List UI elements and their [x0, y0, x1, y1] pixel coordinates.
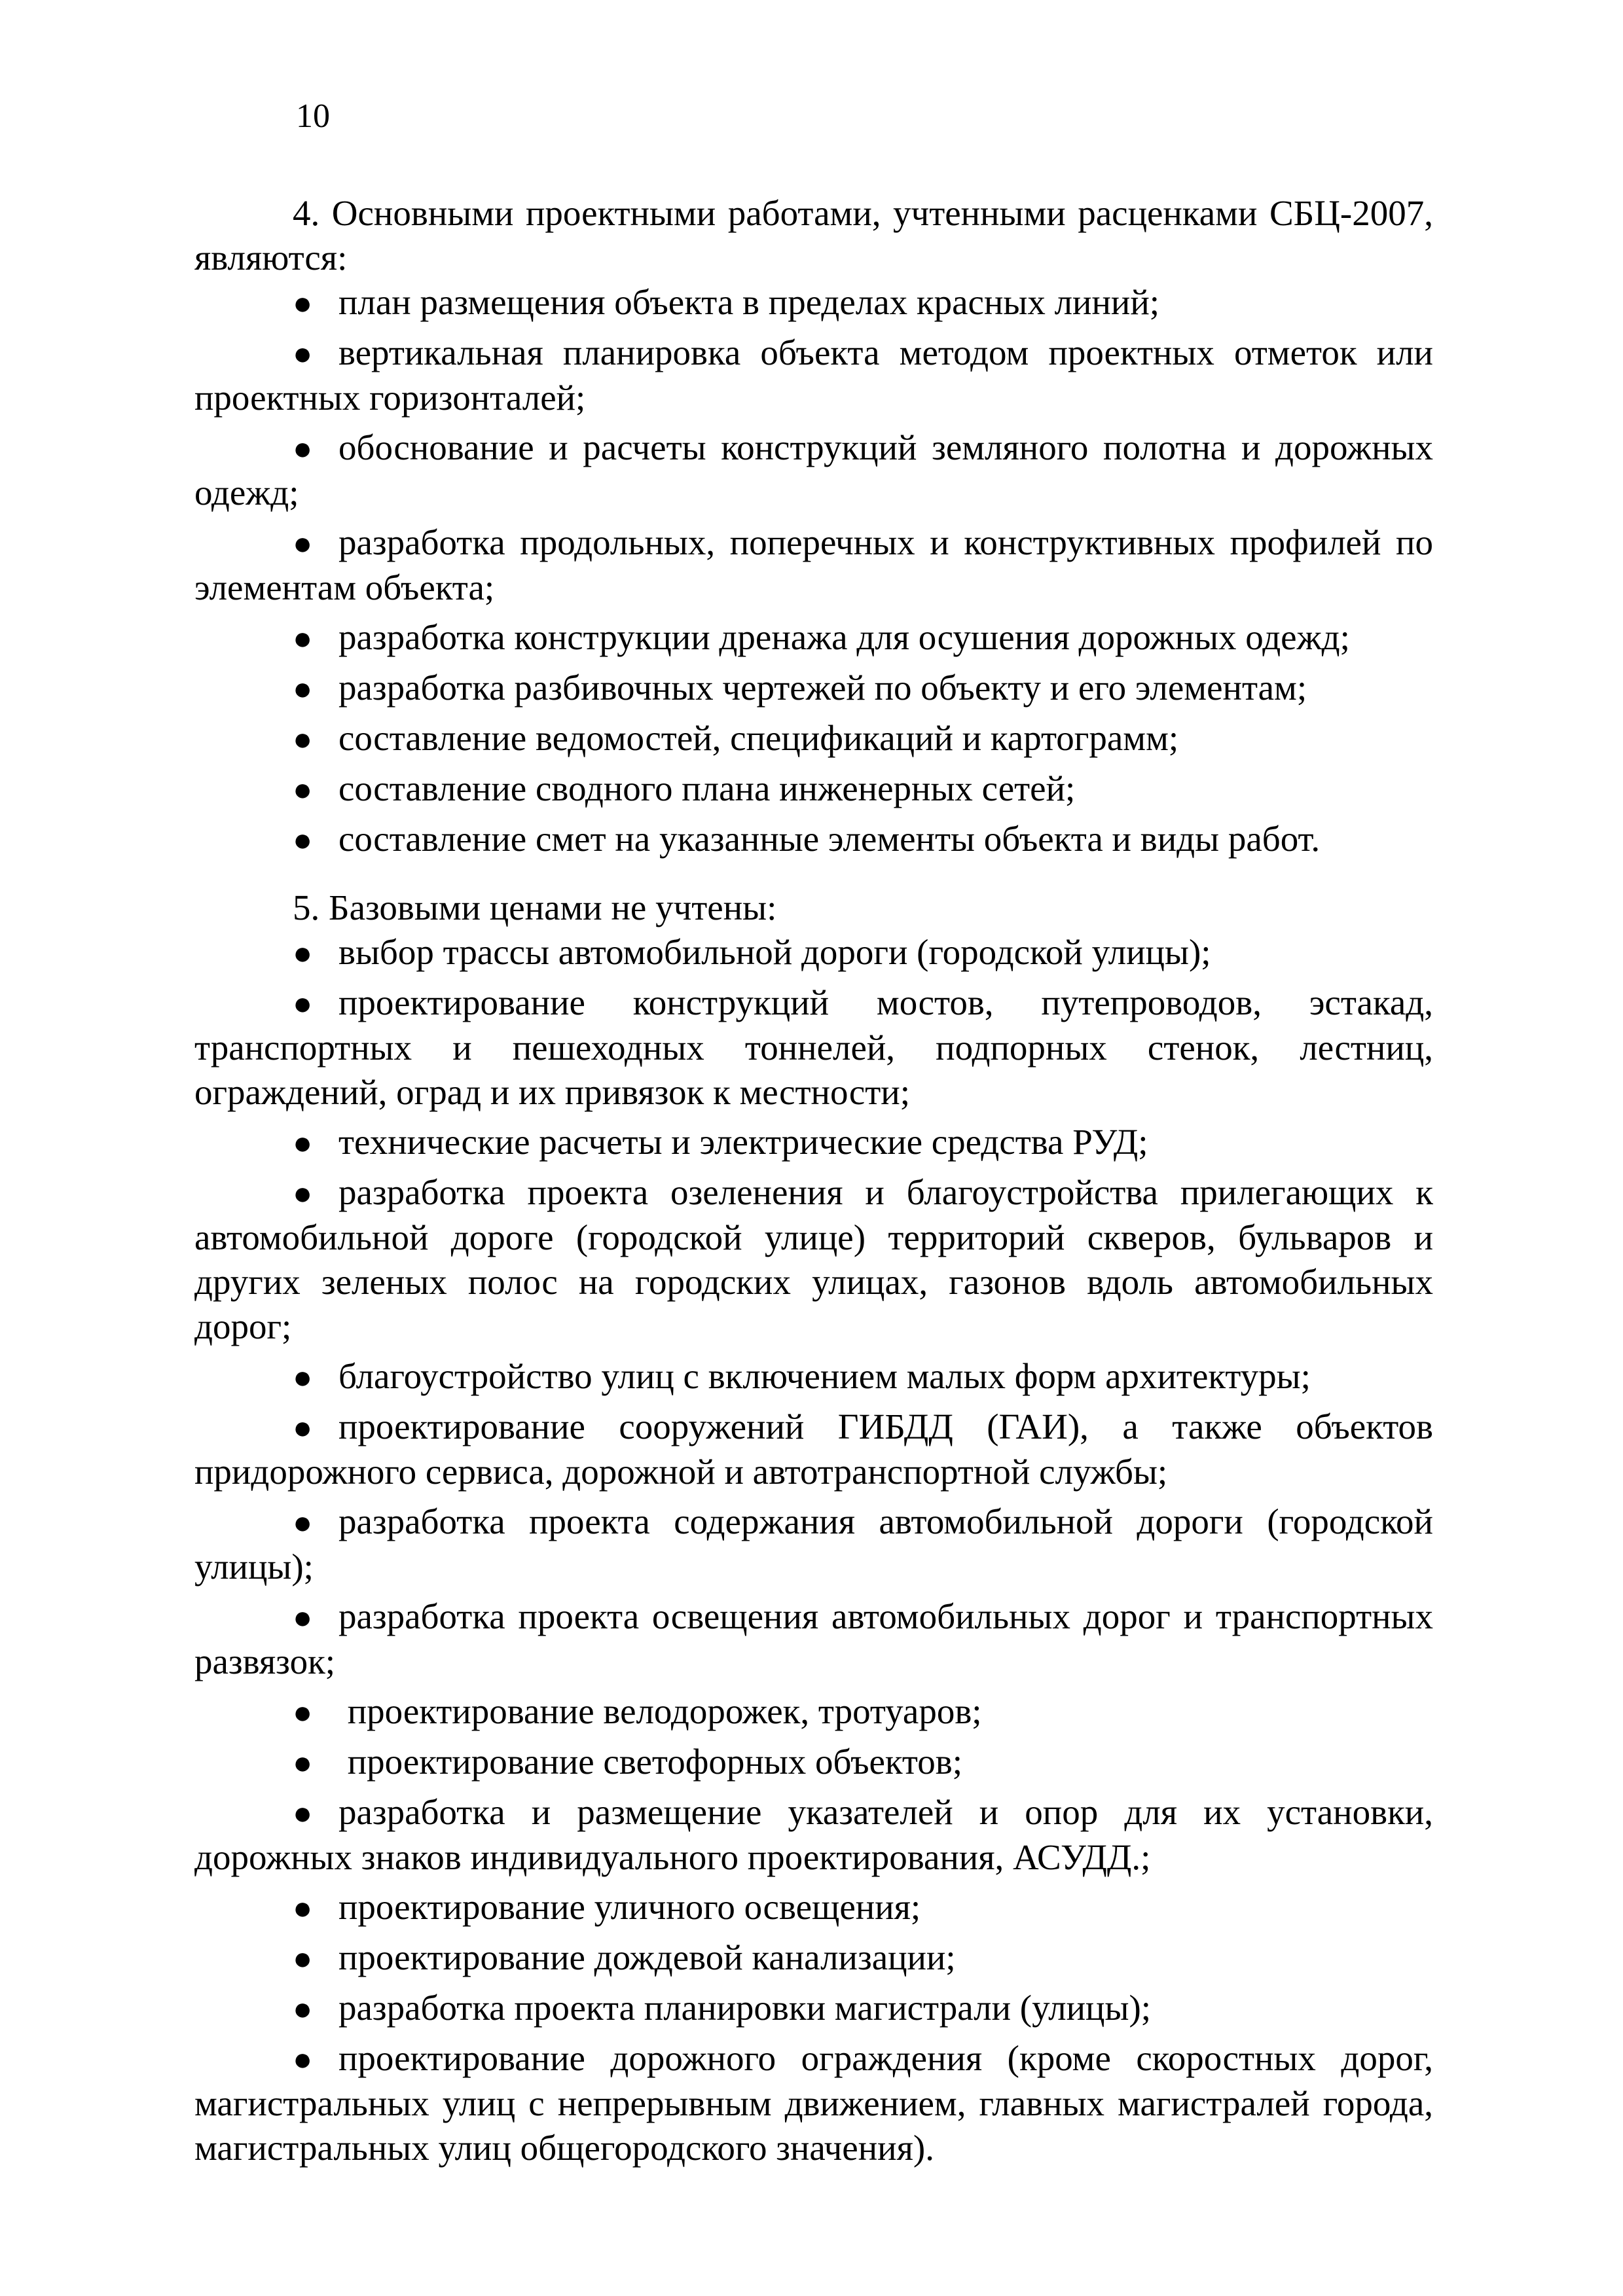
list-item-text: проектирование дождевой канализации; — [338, 1937, 956, 1977]
bullet-icon: ● — [293, 1890, 313, 1926]
bullet-icon: ● — [293, 1124, 313, 1161]
list-item-text: проектирование велодорожек, тротуаров; — [338, 1691, 982, 1731]
list-item — [194, 280, 1433, 325]
list-item-text: составление сводного плана инженерных сетей; — [338, 768, 1076, 808]
list-item-text: разработка конструкции дренажа для осушения дорожных одежд; — [338, 617, 1350, 657]
list-item — [194, 1689, 1433, 1734]
list-item — [194, 1170, 1433, 1349]
list-item — [194, 1405, 1433, 1494]
list-item-text: разработка разбивочных чертежей по объекту и его элементам; — [338, 668, 1307, 708]
bullet-icon: ● — [293, 1175, 313, 1211]
bullet-icon: ● — [293, 620, 313, 656]
bullet-icon: ● — [293, 285, 313, 321]
bullet-icon: ● — [293, 1409, 313, 1446]
list-item-text: составление ведомостей, спецификаций и картограмм; — [338, 718, 1179, 758]
list-item — [194, 817, 1433, 862]
list-item-text: разработка проекта озеленения и благоустройства прилегающих к автомобильной дороге (городской улице) территорий скверов, бульваров и других зеленых полос на городских улицах, газонов вдоль автомобильных дорог; — [194, 1172, 1433, 1346]
list-item-text: разработка продольных, поперечных и конструктивных профилей по элементам объекта; — [194, 522, 1433, 607]
bullet-icon: ● — [293, 1694, 313, 1731]
bullet-icon: ● — [293, 1744, 313, 1781]
list-item — [194, 1499, 1433, 1589]
document-body — [194, 191, 1433, 2176]
bullet-icon: ● — [293, 1940, 313, 1977]
list-item-text: разработка проекта освещения автомобильных дорог и транспортных развязок; — [194, 1596, 1433, 1681]
bullet-icon: ● — [293, 2041, 313, 2077]
list-item — [194, 1885, 1433, 1930]
list-item-text: технические расчеты и электрические средства РУД; — [338, 1122, 1148, 1162]
list-item-text: вертикальная планировка объекта методом проектных отметок или проектных горизонталей; — [194, 332, 1433, 418]
list-item — [194, 716, 1433, 761]
bullet-icon: ● — [293, 721, 313, 757]
list-item — [194, 1986, 1433, 2031]
list-item — [194, 766, 1433, 812]
bullet-icon: ● — [293, 935, 313, 971]
list-item-text: проектирование сооружений ГИБДД (ГАИ), а также объектов придорожного сервиса, дорожной и автотранспортной службы; — [194, 1407, 1433, 1492]
section-4-list — [194, 280, 1433, 862]
bullet-icon: ● — [293, 1599, 313, 1636]
list-item — [194, 666, 1433, 711]
list-item-text: проектирование уличного освещения; — [338, 1887, 921, 1927]
list-item — [194, 1935, 1433, 1981]
bullet-icon: ● — [293, 335, 313, 372]
bullet-icon: ● — [293, 1990, 313, 2027]
bullet-icon: ● — [293, 985, 313, 1022]
section-5-list — [194, 930, 1433, 2170]
list-item-text: план размещения объекта в пределах красных линий; — [338, 282, 1160, 322]
list-item — [194, 1354, 1433, 1399]
bullet-icon: ● — [293, 1795, 313, 1831]
list-item — [194, 1790, 1433, 1880]
list-item — [194, 980, 1433, 1115]
bullet-icon: ● — [293, 1504, 313, 1541]
list-item — [194, 425, 1433, 515]
list-item — [194, 1740, 1433, 1785]
list-item — [194, 520, 1433, 610]
list-item-text: проектирование конструкций мостов, путепроводов, эстакад, транспортных и пешеходных тоннелей, подпорных стенок, лестниц, ограждений, оград и их привязок к местности; — [194, 982, 1433, 1112]
list-item-text: составление смет на указанные элементы объекта и виды работ. — [338, 819, 1321, 859]
section-4-heading: 4. Основными проектными работами, учтенными расценками СБЦ-2007, являются: — [194, 193, 1433, 278]
list-item — [194, 1120, 1433, 1165]
list-item-text: разработка и размещение указателей и опор для их установки, дорожных знаков индивидуального проектирования, АСУДД.; — [194, 1792, 1433, 1877]
bullet-icon: ● — [293, 670, 313, 707]
page-number: 10 — [296, 98, 330, 135]
list-item — [194, 1594, 1433, 1684]
list-item — [194, 930, 1433, 975]
list-item — [194, 2036, 1433, 2170]
list-item-text: проектирование дорожного ограждения (кроме скоростных дорог, магистральных улиц с непрерывным движением, главных магистралей города, магистральных улиц общегородского значения). — [194, 2038, 1433, 2168]
bullet-icon: ● — [293, 1359, 313, 1395]
list-item-text: выбор трассы автомобильной дороги (городской улицы); — [338, 932, 1211, 972]
bullet-icon: ● — [293, 771, 313, 808]
bullet-icon: ● — [293, 821, 313, 858]
list-item-text: разработка проекта содержания автомобильной дороги (городской улицы); — [194, 1501, 1433, 1587]
bullet-icon: ● — [293, 525, 313, 562]
section-5-heading: 5. Базовыми ценами не учтены: — [293, 888, 777, 927]
list-item — [194, 615, 1433, 660]
list-item-text: разработка проекта планировки магистрали (улицы); — [338, 1988, 1152, 2028]
list-item-text: обоснование и расчеты конструкций земляного полотна и дорожных одежд; — [194, 427, 1433, 512]
list-item-text: проектирование светофорных объектов; — [338, 1742, 962, 1782]
list-item-text: благоустройство улиц с включением малых форм архитектуры; — [338, 1356, 1311, 1396]
bullet-icon: ● — [293, 430, 313, 467]
list-item — [194, 331, 1433, 420]
